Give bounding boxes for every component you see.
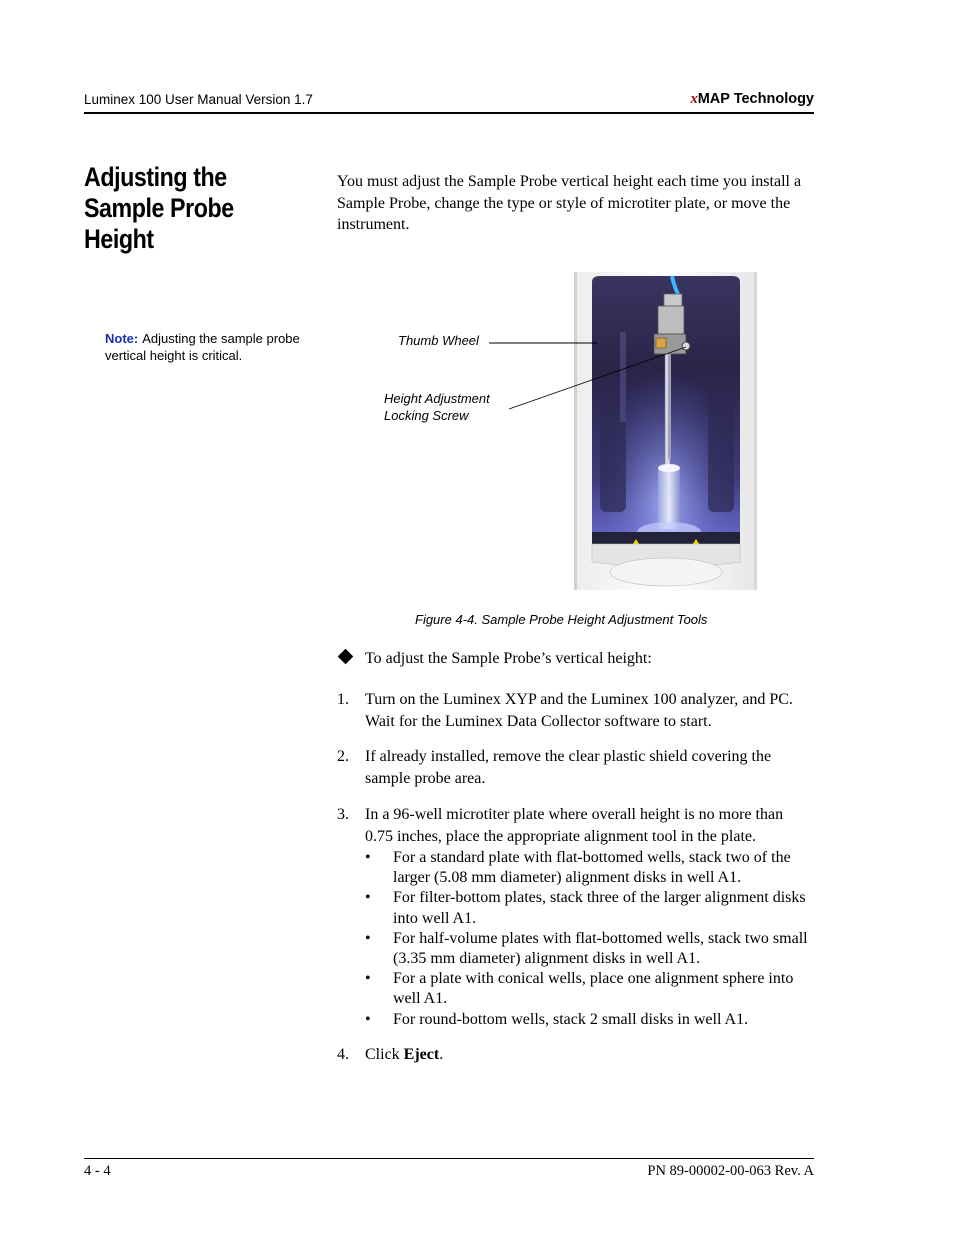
callout-thumb-wheel: Thumb Wheel xyxy=(398,333,479,348)
diamond-bullet-icon xyxy=(338,649,354,665)
list-item-text: For a plate with conical wells, place one alignment sphere into well A1. xyxy=(393,970,794,1008)
footer-rule xyxy=(84,1158,814,1159)
step-number: 3. xyxy=(337,806,349,823)
figure-caption: Figure 4-4. Sample Probe Height Adjustment Tools xyxy=(415,612,708,627)
step-text-prefix: Click xyxy=(365,1046,404,1063)
running-header-brand xyxy=(690,91,814,108)
header-rule xyxy=(84,112,814,114)
list-item xyxy=(365,888,815,928)
step-number: 4. xyxy=(337,1046,349,1063)
callout-locking-screw-line1: Height Adjustment xyxy=(384,391,490,406)
procedure-heading xyxy=(337,650,652,668)
alignment-tool-list xyxy=(365,848,815,1030)
bullet-glyph: • xyxy=(365,1010,371,1028)
sample-probe-photo xyxy=(574,272,757,590)
step-text: Turn on the Luminex XYP and the Luminex 100 analyzer, and PC. Wait for the Luminex Data Collector software to start. xyxy=(365,691,793,730)
list-item-text: For filter-bottom plates, stack three of the larger alignment disks into well A1. xyxy=(393,889,806,927)
list-item xyxy=(365,848,815,888)
page-number: 4 - 4 xyxy=(84,1163,111,1179)
side-note xyxy=(105,330,335,364)
step-text: In a 96-well microtiter plate where overall height is no more than 0.75 inches, place the appropriate alignment tool in the plate. xyxy=(365,806,784,845)
section-title: Adjusting the Sample Probe Height xyxy=(84,162,234,254)
eject-command: Eject xyxy=(403,1046,440,1063)
step-4 xyxy=(337,1044,815,1066)
list-item xyxy=(365,969,815,1009)
list-item-text: For round-bottom wells, stack 2 small disks in well A1. xyxy=(393,1010,749,1028)
step-number: 2. xyxy=(337,748,349,765)
bullet-glyph: • xyxy=(365,849,371,866)
step-2 xyxy=(337,746,815,790)
step-text-suffix: . xyxy=(439,1046,444,1063)
brand-name: MAP Technology xyxy=(697,91,814,107)
intro-paragraph: You must adjust the Sample Probe vertical height each time you install a Sample Probe, change the type or style of microtiter plate, or move the instrument. xyxy=(337,173,802,233)
bullet-glyph: • xyxy=(365,929,371,947)
list-item-text: For a standard plate with flat-bottomed wells, stack two of the larger (5.08 mm diameter) alignment disks in well A1. xyxy=(393,849,791,887)
list-item xyxy=(365,1010,815,1030)
procedure-heading-text: To adjust the Sample Probe’s vertical height: xyxy=(365,650,652,667)
list-item xyxy=(365,929,815,969)
step-1 xyxy=(337,689,815,733)
bullet-glyph: • xyxy=(365,970,371,988)
part-number: PN 89-00002-00-063 Rev. A xyxy=(647,1163,814,1179)
step-text xyxy=(365,1044,815,1066)
note-label: Note: xyxy=(105,331,139,346)
step-number: 1. xyxy=(337,691,349,708)
callout-locking-screw-line2: Locking Screw xyxy=(384,408,469,423)
callout-locking-screw xyxy=(384,390,490,424)
list-item-text: For half-volume plates with flat-bottomed wells, stack two small (3.35 mm diameter) alignment disks in well A1. xyxy=(393,929,808,968)
step-3 xyxy=(337,804,815,848)
step-text: If already installed, remove the clear plastic shield covering the sample probe area. xyxy=(365,748,772,787)
bullet-glyph: • xyxy=(365,889,371,907)
running-header-title: Luminex 100 User Manual Version 1.7 xyxy=(84,92,313,107)
brand-prefix: x xyxy=(690,91,698,107)
note-text: Adjusting the sample probe vertical height is critical. xyxy=(105,331,300,363)
